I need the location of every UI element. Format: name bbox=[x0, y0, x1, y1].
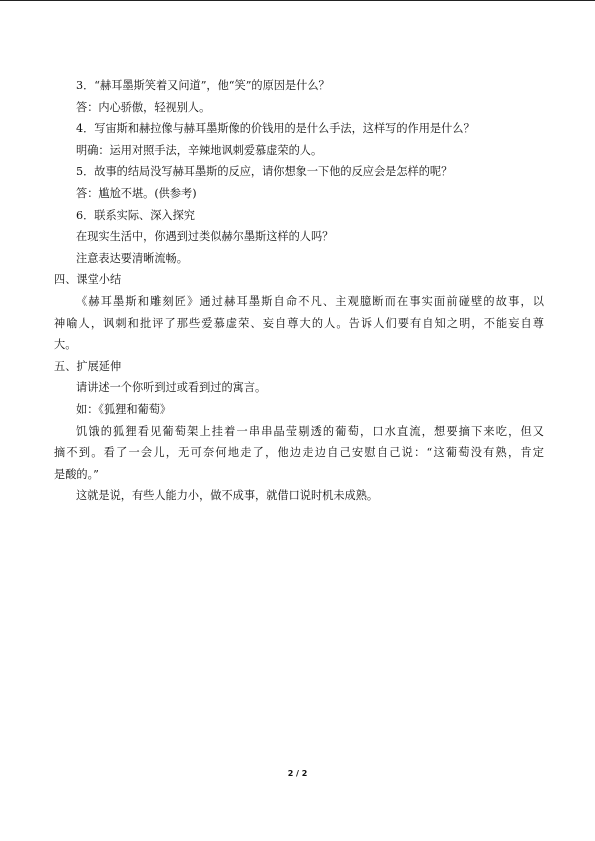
summary-paragraph-line: 大。 bbox=[54, 338, 77, 352]
fable-paragraph-line: 摘不到。看了一会儿，无可奈何地走了，他边走边自己安慰自己说：“这葡萄没有熟，肯定 bbox=[54, 446, 544, 460]
fable-paragraph-line: 饥饿的狐狸看见葡萄架上挂着一串串晶莹剔透的葡萄，口水直流，想要摘下来吃，但又 bbox=[76, 424, 544, 438]
question-3: 3．“赫耳墨斯笑着又问道”，他“笑”的原因是什么？ bbox=[76, 79, 330, 92]
summary-paragraph-line: 神喻人，讽刺和批评了那些爱慕虚荣、妄自尊大的人。告诉人们要有自知之明，不能妄自尊 bbox=[54, 316, 544, 330]
page-number: 2 / 2 bbox=[287, 769, 308, 778]
extension-prompt: 请讲述一个你听到过或看到过的寓言。 bbox=[76, 381, 267, 395]
summary-paragraph-line: 《赫耳墨斯和雕刻匠》通过赫耳墨斯自命不凡、主观臆断而在事实面前碰壁的故事，以 bbox=[76, 294, 544, 308]
question-6-note: 注意表达要清晰流畅。 bbox=[76, 251, 188, 265]
answer-4: 明确：运用对照手法，辛辣地讽刺爱慕虚荣的人。 bbox=[76, 143, 323, 157]
question-4: 4．写宙斯和赫拉像与赫耳墨斯像的价钱用的是什么手法，这样写的作用是什么？ bbox=[76, 122, 475, 136]
page-top-border bbox=[0, 0, 595, 1]
section-heading-summary: 四、课堂小结 bbox=[54, 273, 122, 287]
fable-moral: 这就是说，有些人能力小，做不成事，就借口说时机未成熟。 bbox=[76, 489, 379, 503]
question-6: 6．联系实际、深入探究 bbox=[76, 208, 195, 222]
document-body bbox=[54, 75, 544, 507]
section-heading-extension: 五、扩展延伸 bbox=[54, 359, 122, 373]
question-5: 5．故事的结局没写赫耳墨斯的反应，请你想象一下他的反应会是怎样的呢？ bbox=[76, 165, 453, 179]
answer-3: 答：内心骄傲，轻视别人。 bbox=[76, 100, 211, 114]
answer-5: 答：尴尬不堪。(供参考) bbox=[76, 186, 197, 200]
question-6-prompt: 在现实生活中，你遇到过类似赫尔墨斯这样的人吗？ bbox=[76, 230, 334, 244]
fable-title: 如：《狐狸和葡萄》 bbox=[76, 402, 172, 416]
fable-paragraph-line: 是酸的。” bbox=[54, 467, 99, 481]
